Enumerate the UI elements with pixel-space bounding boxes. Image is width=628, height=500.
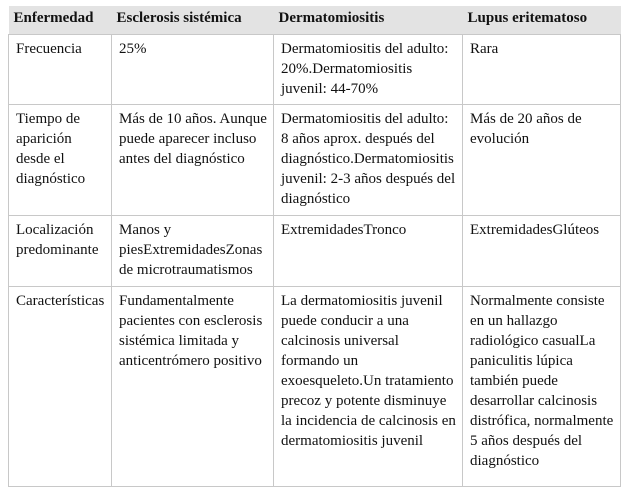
- cell-dermatomiositis: Dermatomiositis del adulto: 8 años aprox. después del diagnóstico.Dermatomiositis juvenil: 2-3 años después del diagnóstico: [274, 105, 463, 216]
- cell-esclerosis: Más de 10 años. Aunque puede aparecer incluso antes del diagnóstico: [112, 105, 274, 216]
- cell-lupus: Rara: [463, 35, 621, 105]
- header-lupus-eritematoso: Lupus eritematoso: [463, 6, 621, 35]
- row-label: Características: [9, 287, 112, 487]
- table-row-tiempo-aparicion: [9, 105, 621, 216]
- cell-lupus: Más de 20 años de evolución: [463, 105, 621, 216]
- table-row-caracteristicas: [9, 287, 621, 487]
- cell-lupus: Normalmente consiste en un hallazgo radiológico casualLa paniculitis lúpica también puede desarrollar calcinosis distrófica, normalmente 5 años después del diagnóstico: [463, 287, 621, 487]
- table-row-frecuencia: [9, 35, 621, 105]
- cell-lupus: ExtremidadesGlúteos: [463, 216, 621, 287]
- cell-esclerosis: 25%: [112, 35, 274, 105]
- header-dermatomiositis: Dermatomiositis: [274, 6, 463, 35]
- row-label: Frecuencia: [9, 35, 112, 105]
- cell-esclerosis: Manos y piesExtremidadesZonas de microtraumatismos: [112, 216, 274, 287]
- calcinosis-comparison-table: [8, 6, 621, 487]
- cell-esclerosis: Fundamentalmente pacientes con esclerosis sistémica limitada y anticentrómero positivo: [112, 287, 274, 487]
- cell-dermatomiositis: ExtremidadesTronco: [274, 216, 463, 287]
- table-header: [9, 6, 621, 35]
- row-label: Localización predominante: [9, 216, 112, 287]
- header-enfermedad: Enfermedad: [9, 6, 112, 35]
- table-row-localizacion: [9, 216, 621, 287]
- header-esclerosis-sistemica: Esclerosis sistémica: [112, 6, 274, 35]
- row-label: Tiempo de aparición desde el diagnóstico: [9, 105, 112, 216]
- header-row: [9, 6, 621, 35]
- cell-dermatomiositis: La dermatomiositis juvenil puede conducir a una calcinosis universal formando un exoesqueleto.Un tratamiento precoz y potente disminuye la incidencia de calcinosis en dermatomiositis juvenil: [274, 287, 463, 487]
- table-body: [9, 35, 621, 487]
- cell-dermatomiositis: Dermatomiositis del adulto: 20%.Dermatomiositis juvenil: 44-70%: [274, 35, 463, 105]
